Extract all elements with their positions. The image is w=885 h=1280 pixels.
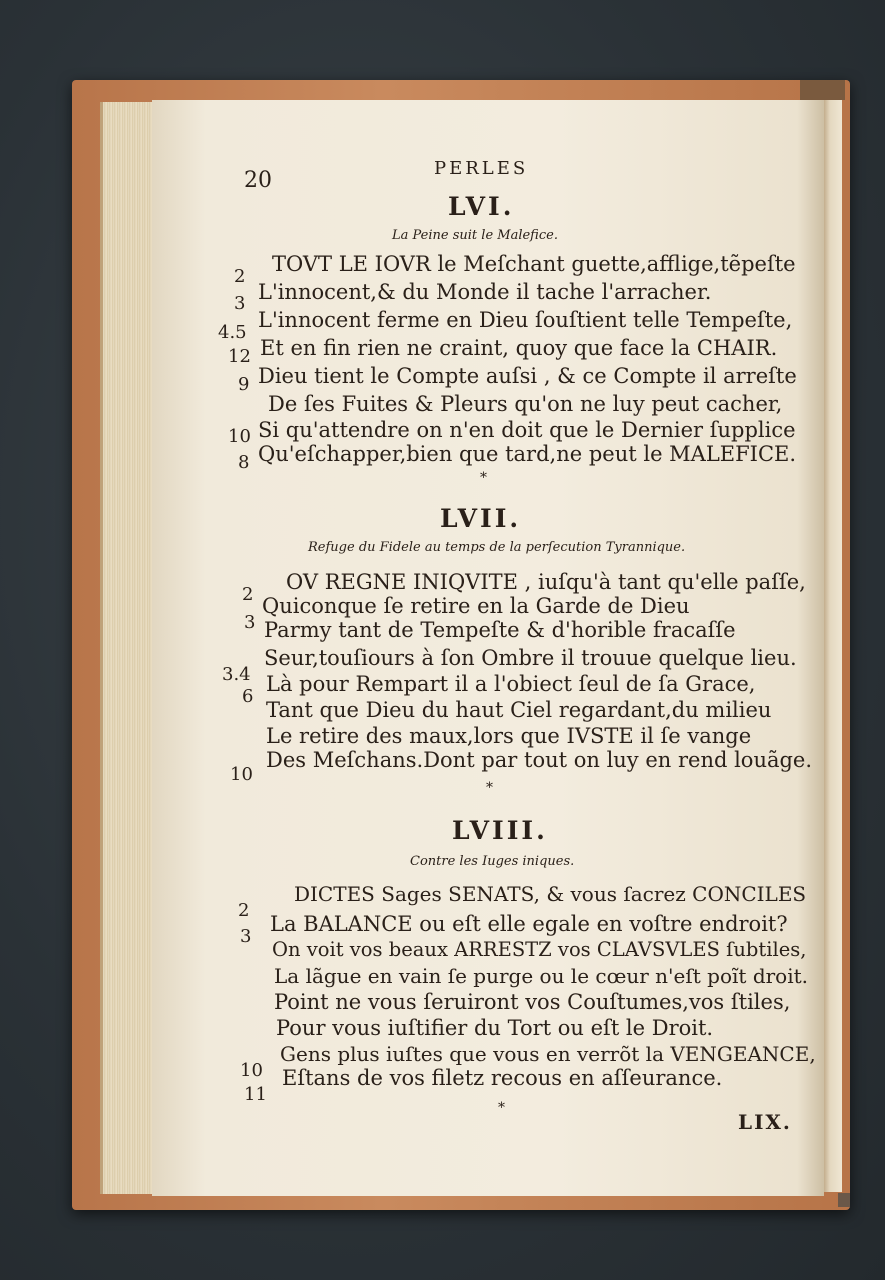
- verse-line: Si qu'attendre on n'en doit que le Dernier ſupplice: [258, 418, 796, 442]
- verse-line: Gens plus iuſtes que vous en verrõt la VENGEANCE,: [280, 1042, 816, 1066]
- verse-line: DICTES Sages SENATS, & vous ſacrez CONCILES: [294, 882, 807, 906]
- verse-number: 8: [238, 452, 250, 473]
- verse-line: Des Meſchans.Dont par tout on luy en rend louãge.: [266, 748, 813, 772]
- section-title-lvi: LVI.: [448, 192, 515, 221]
- section-title-lviii: LVIII.: [452, 816, 548, 845]
- verse-number: 3.4: [222, 664, 251, 685]
- verse-line: Eſtans de vos filetz recous en aſſeurance.: [282, 1066, 723, 1090]
- verse-line: L'innocent ferme en Dieu ſouſtient telle Tempeſte,: [258, 308, 793, 332]
- verse-number: 2: [242, 584, 254, 605]
- verse-number: 10: [240, 1060, 263, 1081]
- verse-line: Seur,touſiours à ſon Ombre il trouue quelque lieu.: [264, 646, 797, 670]
- verse-line: Là pour Rempart il a l'obiect ſeul de ſa Grace,: [266, 672, 756, 696]
- book-spine-headband: [800, 80, 845, 100]
- verse-number: 6: [242, 686, 254, 707]
- section-subtitle-lvii: Refuge du Fidele au temps de la perſecution Tyrannique.: [308, 540, 686, 555]
- verse-number: 2: [234, 266, 246, 287]
- book-page: [152, 100, 824, 1196]
- verse-number: 3: [240, 926, 252, 947]
- section-title-lvii: LVII.: [440, 504, 522, 533]
- verse-line: La BALANCE ou eſt elle egale en voſtre endroit?: [270, 912, 788, 936]
- page-number: 20: [244, 168, 272, 193]
- verse-line: Pour vous iuſtifier du Tort ou eſt le Droit.: [276, 1016, 714, 1040]
- ornament-asterisk: *: [480, 470, 487, 486]
- verse-line: Tant que Dieu du haut Ciel regardant,du milieu: [266, 698, 772, 722]
- verse-number: 11: [244, 1084, 267, 1105]
- verse-line: Quiconque ſe retire en la Garde de Dieu: [262, 594, 690, 618]
- verse-line: Et en fin rien ne craint, quoy que face la CHAIR.: [260, 336, 778, 360]
- verse-line: La lãgue en vain ſe purge ou le cœur n'eſt poĩt droit.: [274, 964, 809, 988]
- ornament-asterisk: *: [498, 1100, 505, 1116]
- verse-number: 2: [238, 900, 250, 921]
- verse-number: 10: [228, 426, 251, 447]
- verse-number: 4.5: [218, 322, 247, 343]
- page-clip: [838, 1193, 850, 1207]
- verse-line: Point ne vous ſeruiront vos Couſtumes,vos ſtiles,: [274, 990, 791, 1014]
- verse-line: De ſes Fuites & Pleurs qu'on ne luy peut cacher,: [268, 392, 783, 416]
- facing-page-edge: [822, 100, 842, 1192]
- catchword: LIX.: [738, 1110, 792, 1134]
- verse-line: L'innocent,& du Monde il tache l'arracher.: [258, 280, 712, 304]
- verse-number: 3: [234, 293, 246, 314]
- verse-number: 12: [228, 346, 251, 367]
- verse-line: Parmy tant de Tempeſte & d'horible fracaſſe: [264, 618, 736, 642]
- section-subtitle-lvi: La Peine suit le Malefice.: [392, 228, 558, 243]
- verse-line: OV REGNE INIQVITE , iuſqu'à tant qu'elle paſſe,: [286, 570, 806, 594]
- section-subtitle-lviii: Contre les Iuges iniques.: [410, 854, 575, 869]
- verse-number: 9: [238, 374, 250, 395]
- verse-number: 10: [230, 764, 253, 785]
- ornament-asterisk: *: [486, 780, 493, 796]
- verse-line: On voit vos beaux ARRESTZ vos CLAVSVLES ſubtiles,: [272, 938, 807, 961]
- running-head: PERLES: [434, 158, 529, 179]
- verse-line: Qu'eſchapper,bien que tard,ne peut le MALEFICE.: [258, 442, 797, 466]
- verse-line: TOVT LE IOVR le Meſchant guette,afflige,tẽpeſte: [272, 252, 796, 276]
- verse-number: 3: [244, 612, 256, 633]
- verse-line: Le retire des maux,lors que IVSTE il ſe vange: [266, 724, 752, 748]
- verse-line: Dieu tient le Compte auſsi , & ce Compte il arreſte: [258, 364, 797, 388]
